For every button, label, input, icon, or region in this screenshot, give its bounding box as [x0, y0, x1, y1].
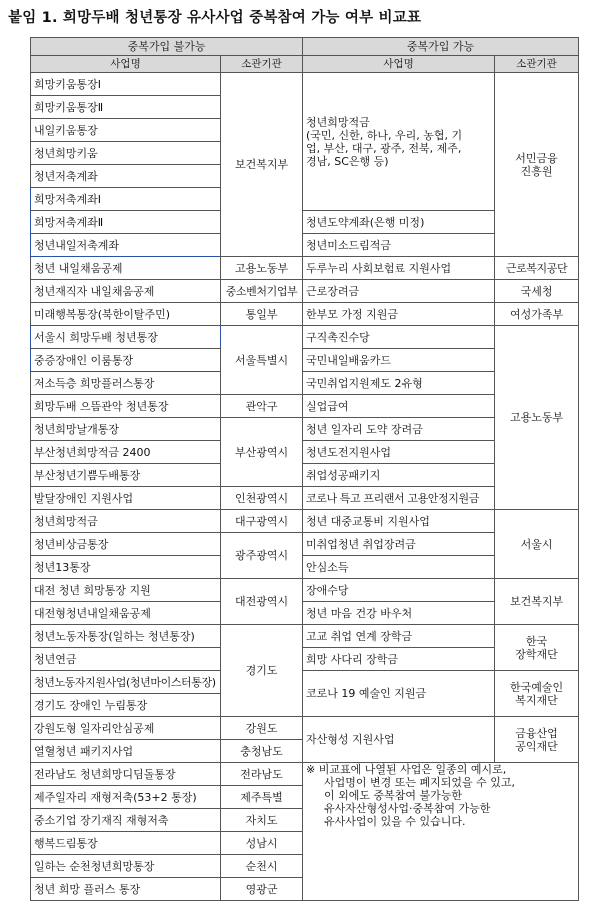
left-agency: 고용노동부 — [221, 257, 303, 280]
left-agency: 대전광역시 — [221, 579, 303, 625]
right-row: 청년도약계좌(은행 미정) — [303, 211, 495, 234]
right-agency: 여성가족부 — [495, 303, 579, 326]
footnote-line: 이 외에도 중복참여 불가능한 — [324, 789, 463, 802]
left-row: 열혈청년 패키지사업 — [31, 740, 221, 763]
left-row: 대전 청년 희망통장 지원 — [31, 579, 221, 602]
left-row: 청년재직자 내일채움공제 — [31, 280, 221, 303]
left-agency: 전라남도 — [221, 763, 303, 786]
left-agency: 보건복지부 — [221, 73, 303, 257]
right-row: 코로나 19 예술인 지원금 — [303, 671, 495, 717]
left-row: 중소기업 장기재직 재형저축 — [31, 809, 221, 832]
right-row-text: 청년희망적금 — [306, 115, 370, 129]
right-agency — [495, 73, 579, 257]
right-row: 취업성공패키지 — [303, 464, 495, 487]
left-agency: 서울특별시 — [221, 326, 303, 395]
right-agency-text: 한국예술인 — [509, 680, 564, 694]
left-agency: 영광군 — [221, 878, 303, 901]
right-agency-text: 금융산업 — [515, 726, 558, 740]
left-agency: 광주광역시 — [221, 533, 303, 579]
left-row: 일하는 순천청년희망통장 — [31, 855, 221, 878]
left-agency: 제주특별 — [221, 786, 303, 809]
comparison-table — [30, 37, 579, 901]
left-row: 내일키움통장 — [31, 119, 221, 142]
left-agency: 인천광역시 — [221, 487, 303, 510]
right-agency — [495, 671, 579, 717]
right-agency — [495, 717, 579, 763]
right-row: 자산형성 지원사업 — [303, 717, 495, 763]
left-row: 청년희망적금 — [31, 510, 221, 533]
header-allowed: 중복가입 가능 — [303, 38, 579, 56]
left-agency: 부산광역시 — [221, 418, 303, 487]
left-row: 대전형청년내일채움공제 — [31, 602, 221, 625]
left-agency: 강원도 — [221, 717, 303, 740]
left-row: 청년희망날개통장 — [31, 418, 221, 441]
right-row: 국민취업지원제도 2유형 — [303, 372, 495, 395]
footnote-line: 유사자산형성사업·중복참여 가능한 — [324, 802, 491, 815]
left-row: 경기도 장애인 누림통장 — [31, 694, 221, 717]
left-row: 서울시 희망두배 청년통장 — [31, 326, 221, 349]
header-left-agency: 소관기관 — [221, 56, 303, 73]
left-agency: 자치도 — [221, 809, 303, 832]
right-row: 장애수당 — [303, 579, 495, 602]
right-agency: 보건복지부 — [495, 579, 579, 625]
left-row: 청년노동자통장(일하는 청년통장) — [31, 625, 221, 648]
left-row: 희망키움통장Ⅱ — [31, 96, 221, 119]
left-row: 희망두배 으뜸관악 청년통장 — [31, 395, 221, 418]
left-row: 청년노동자지원사업(청년마이스터통장) — [31, 671, 221, 694]
left-row: 청년비상금통장 — [31, 533, 221, 556]
right-row: 청년 일자리 도약 장려금 — [303, 418, 495, 441]
right-row: 한부모 가정 지원금 — [303, 303, 495, 326]
left-agency: 성남시 — [221, 832, 303, 855]
footnote-line: ※ 비교표에 나열된 사업은 일종의 예시로, — [306, 763, 507, 776]
left-row: 미래행복통장(북한이탈주민) — [31, 303, 221, 326]
right-row: 코로나 특고 프리랜서 고용안정지원금 — [303, 487, 495, 510]
right-agency-text: 한국 — [525, 634, 548, 648]
left-row: 강원도형 일자리안심공제 — [31, 717, 221, 740]
right-row: 두루누리 사회보험료 지원사업 — [303, 257, 495, 280]
right-row: 고교 취업 연계 장학금 — [303, 625, 495, 648]
left-row: 저소득층 희망플러스통장 — [31, 372, 221, 395]
left-row: 전라남도 청년희망디딤돌통장 — [31, 763, 221, 786]
right-row-bank-savings — [303, 73, 495, 211]
left-row: 행복드림통장 — [31, 832, 221, 855]
left-agency: 중소벤처기업부 — [221, 280, 303, 303]
right-agency: 근로복지공단 — [495, 257, 579, 280]
right-row: 청년 마음 건강 바우처 — [303, 602, 495, 625]
right-agency: 고용노동부 — [495, 326, 579, 510]
right-row-text: 경남, SC은행 등) — [306, 154, 389, 168]
left-row: 청년희망키움 — [31, 142, 221, 165]
right-agency-text: 서민금융 — [515, 151, 558, 165]
right-row: 국민내일배움카드 — [303, 349, 495, 372]
left-agency: 충청남도 — [221, 740, 303, 763]
header-right-name: 사업명 — [303, 56, 495, 73]
left-row: 청년저축계좌 — [31, 165, 221, 188]
left-agency: 순천시 — [221, 855, 303, 878]
left-agency: 통일부 — [221, 303, 303, 326]
left-row: 부산청년기쁨두배통장 — [31, 464, 221, 487]
left-row: 청년 내일채움공제 — [31, 257, 221, 280]
right-agency-text: 공익재단 — [515, 739, 558, 753]
left-row: 청년13통장 — [31, 556, 221, 579]
header-not-allowed: 중복가입 불가능 — [31, 38, 303, 56]
left-row: 희망저축계좌Ⅱ — [31, 211, 221, 234]
footnote-line: 사업명이 변경 또는 폐지되었을 수 있고, — [324, 776, 516, 789]
right-row: 청년미소드림적금 — [303, 234, 495, 257]
left-row: 청년연금 — [31, 648, 221, 671]
right-agency — [495, 625, 579, 671]
right-agency-text: 복지재단 — [515, 693, 558, 707]
left-row: 희망키움통장Ⅰ — [31, 73, 221, 96]
right-row: 실업급여 — [303, 395, 495, 418]
right-row-text: (국민, 신한, 하나, 우리, 농협, 기 — [306, 128, 463, 142]
right-row: 안심소득 — [303, 556, 495, 579]
right-row: 미취업청년 취업장려금 — [303, 533, 495, 556]
header-right-agency: 소관기관 — [495, 56, 579, 73]
left-agency: 대구광역시 — [221, 510, 303, 533]
left-row: 부산청년희망적금 2400 — [31, 441, 221, 464]
right-row: 근로장려금 — [303, 280, 495, 303]
right-row: 청년도전지원사업 — [303, 441, 495, 464]
left-row: 중증장애인 이룸통장 — [31, 349, 221, 372]
left-row: 발달장애인 지원사업 — [31, 487, 221, 510]
left-row: 제주일자리 재형저축(53+2 통장) — [31, 786, 221, 809]
page-title: 붙임 1. 희망두배 청년통장 유사사업 중복참여 가능 여부 비교표 — [8, 10, 422, 26]
left-agency: 경기도 — [221, 625, 303, 717]
footnote-line: 유사사업이 있을 수 있습니다. — [324, 815, 466, 828]
footnote — [303, 763, 579, 901]
right-agency: 국세청 — [495, 280, 579, 303]
right-agency: 서울시 — [495, 510, 579, 579]
right-row: 청년 대중교통비 지원사업 — [303, 510, 495, 533]
left-row: 희망저축계좌Ⅰ — [31, 188, 221, 211]
right-agency-text: 진흥원 — [520, 164, 553, 178]
left-row: 청년 희망 플러스 통장 — [31, 878, 221, 901]
right-row-text: 업, 부산, 대구, 광주, 전북, 제주, — [306, 141, 462, 155]
header-left-name: 사업명 — [31, 56, 221, 73]
left-agency: 관악구 — [221, 395, 303, 418]
right-agency-text: 장학재단 — [515, 647, 558, 661]
right-row: 구직촉진수당 — [303, 326, 495, 349]
right-row: 희망 사다리 장학금 — [303, 648, 495, 671]
left-row: 청년내일저축계좌 — [31, 234, 221, 257]
